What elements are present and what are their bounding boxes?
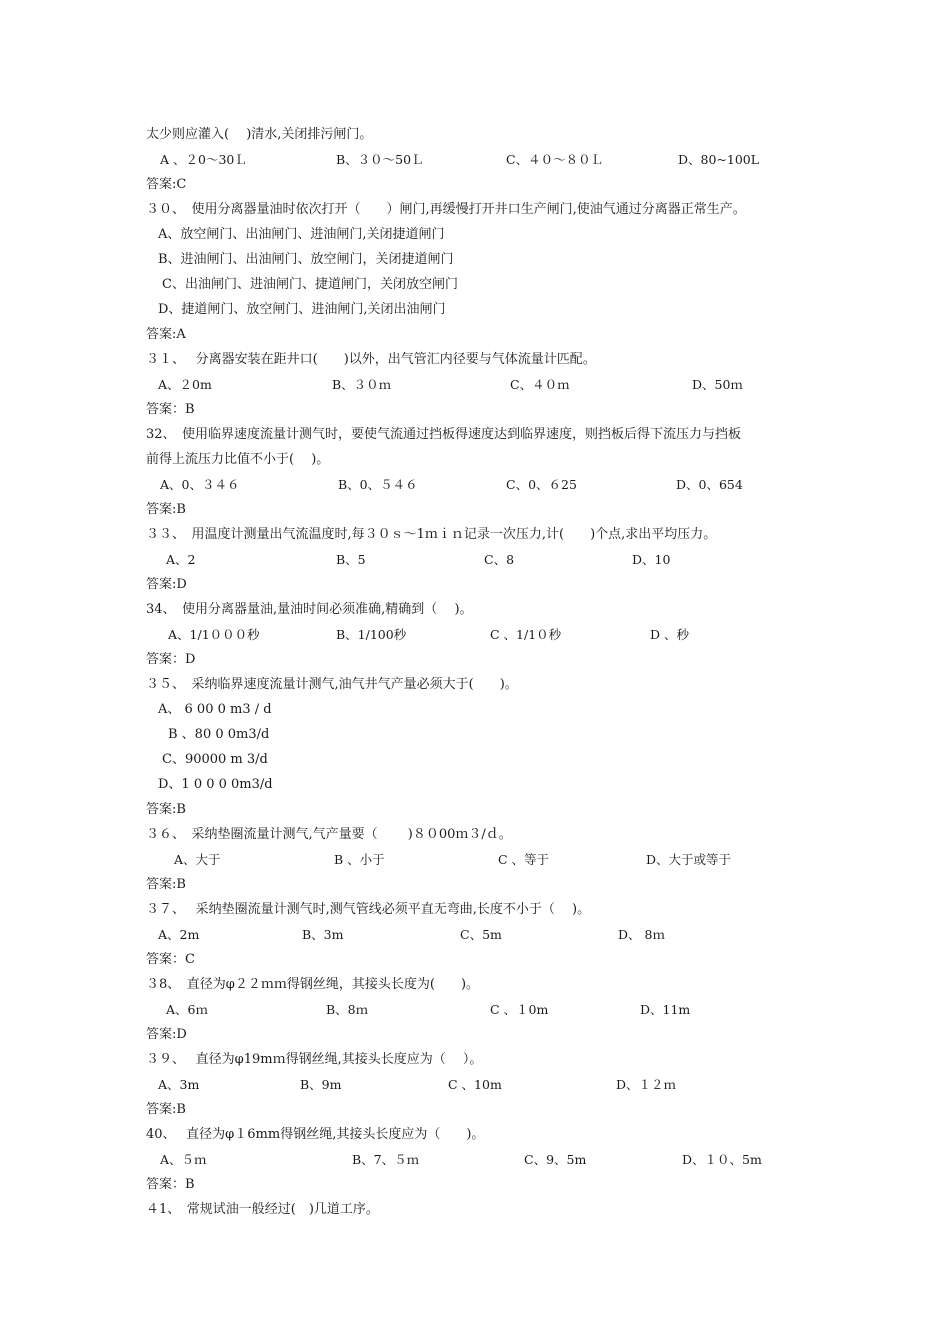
option-c: C、8 [484,552,515,567]
option-a: A、3m [158,1077,200,1092]
option-a: A、0、３４６ [160,477,240,492]
options-32 [146,472,826,497]
option-30-a: A、放空闸门、出油闸门、进油闸门,关闭捷道闸门 [158,227,445,242]
option-a: A、2 [166,552,196,567]
answer-37: 答案：C [146,952,195,967]
question-38: ３8、 直径为φ２２ｍｍ得钢丝绳，其接头长度为( )。 [146,977,480,992]
option-b: B、３０ｍ [332,377,392,392]
option-d: D、１０、5m [682,1152,762,1167]
question-35: ３５、 采纳临界速度流量计测气,油气井气产量必须大于( )。 [146,677,518,692]
answer-30: 答案:A [146,327,186,342]
option-b: B、1/100秒 [336,627,407,642]
option-c: C、４０～８０Ｌ [506,152,604,167]
answer-38: 答案:D [146,1027,187,1042]
option-a: A、1/1０００秒 [168,627,260,642]
question-41: ４1、 常规试油一般经过( )几道工序。 [146,1202,379,1217]
option-b: B、３０～50Ｌ [336,152,424,167]
option-b: B 、小于 [334,852,385,867]
option-a: A、2m [158,927,200,942]
option-a: A 、２0～30Ｌ [160,152,247,167]
option-30-d: D、捷道闸门、放空闸门、进油闸门,关闭出油闸门 [158,302,446,317]
options-39 [146,1072,826,1097]
question-32: 32、 使用临界速度流量计测气时，要使气流通过挡板得速度达到临界速度，则挡板后得下流压力与挡板 [146,427,742,442]
option-c: C 、10m [448,1077,502,1092]
option-b: B、3m [302,927,344,942]
option-35-c: C、90000 m 3/d [162,752,268,767]
option-b: B、9m [300,1077,342,1092]
option-30-b: B、进油闸门、出油闸门、放空闸门，关闭捷道闸门 [158,252,454,267]
answer-40: 答案：B [146,1177,195,1192]
option-a: A、大于 [174,852,221,867]
option-a: A、５ｍ [160,1152,207,1167]
option-d: D、 8ｍ [618,927,665,942]
options-37 [146,922,826,947]
option-b: B、0、５４６ [338,477,418,492]
option-d: D、80~100L [678,152,760,167]
option-b: B、7、５ｍ [352,1152,420,1167]
option-c: C、0、６25 [506,477,577,492]
question-list [146,122,826,1222]
options-31 [146,372,826,397]
option-b: B、5 [336,552,366,567]
options-29 [146,147,826,172]
question-34: 34、 使用分离器量油,量油时间必须准确,精确到（ )。 [146,602,473,617]
options-38 [146,997,826,1022]
option-35-a: A、 6 00 0 m3 / d [158,702,272,717]
options-36 [146,847,826,872]
question-36: ３６、 采纳垫圈流量计测气,气产量要（ )８０00ｍ３/ｄ。 [146,827,512,842]
option-35-b: B 、80 0 0m3/d [168,727,270,742]
options-33 [146,547,826,572]
answer-31: 答案：B [146,402,195,417]
question-30: ３０、 使用分离器量油时依次打开（ ）闸门,再缓慢打开井口生产闸门,使油气通过分离器正常生产。 [146,202,746,217]
option-c: C、４０ｍ [510,377,570,392]
question-29-continued: 太少则应灌入( )清水,关闭排污闸门。 [146,127,373,142]
answer-36: 答案:B [146,877,186,892]
question-32-continued: 前得上流压力比值不小于( )。 [146,452,330,467]
option-a: A、6ｍ [166,1002,208,1017]
answer-39: 答案:B [146,1102,186,1117]
option-d: D、１２ｍ [616,1077,677,1092]
option-d: D、10 [632,552,671,567]
question-40: 40、 直径为φ１6mm得钢丝绳,其接头长度应为（ )。 [146,1127,485,1142]
options-34 [146,622,826,647]
option-d: D、0、654 [676,477,743,492]
option-d: D、大于或等于 [646,852,732,867]
option-c: C、9、5m [524,1152,587,1167]
option-d: D、50ｍ [692,377,743,392]
option-a: A、２0m [158,377,212,392]
option-d: D 、秒 [650,627,689,642]
option-c: C 、１0m [490,1002,549,1017]
options-40 [146,1147,826,1172]
question-33: ３３、 用温度计测量出气流温度时,每３０ｓ～1ｍｉｎ记录一次压力,计( )个点,求出平均压力。 [146,527,717,542]
answer-33: 答案:D [146,577,187,592]
answer-29: 答案:C [146,177,187,192]
question-39: ３９、 直径为φ19mｍ得钢丝绳,其接头长度应为（ ）。 [146,1052,483,1067]
option-c: C 、等于 [498,852,550,867]
option-d: D、11m [640,1002,691,1017]
option-30-c: C、出油闸门、进油闸门、捷道闸门，关闭放空闸门 [162,277,458,292]
option-b: B、8ｍ [326,1002,369,1017]
answer-34: 答案：D [146,652,196,667]
question-31: ３１、 分离器安装在距井口( )以外，出气管汇内径要与气体流量计匹配。 [146,352,596,367]
answer-35: 答案:B [146,802,186,817]
option-35-d: D、1 0 0 0 0m3/d [158,777,273,792]
option-c: C、5m [460,927,502,942]
question-37: ３７、 采纳垫圈流量计测气时,测气管线必须平直无弯曲,长度不小于（ )。 [146,902,591,917]
answer-32: 答案:B [146,502,186,517]
option-c: C 、1/1０秒 [490,627,562,642]
